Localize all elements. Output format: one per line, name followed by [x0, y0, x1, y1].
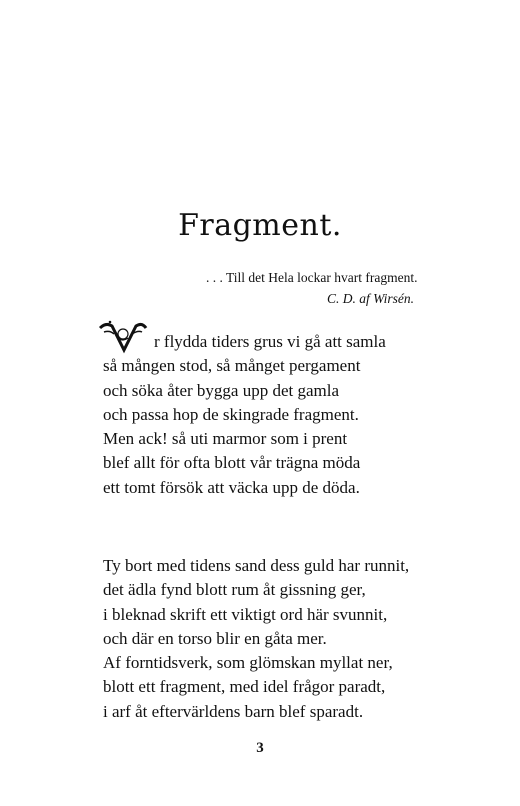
- stanza-1-line-2: så mången stod, så månget pergament: [103, 356, 361, 376]
- stanza-2-line-7: i arf åt eftervärldens barn blef sparadt.: [103, 701, 364, 721]
- stanza-1-line-4: och passa hop de skingrade fragment.: [103, 404, 359, 424]
- stanza-1-line-1: r flydda tiders grus vi gå att samla: [154, 332, 386, 351]
- stanza-1-line-3: och söka åter bygga upp det gamla: [103, 380, 340, 400]
- page-number: 3: [256, 740, 264, 756]
- stanza-1: [103, 330, 386, 500]
- stanza-2-line-2: det ädla fynd blott rum åt gissning ger,: [103, 580, 366, 600]
- poem-title: Fragment.: [178, 208, 342, 243]
- stanza-2-line-5: Af forntidsverk, som glömskan myllat ner,: [103, 653, 393, 673]
- stanza-2-line-1: Ty bort med tidens sand dess guld har runnit,: [103, 556, 410, 575]
- stanza-2-line-4: och där en torso blir en gåta mer.: [103, 628, 327, 648]
- stanza-2: [103, 554, 409, 724]
- epigraph-attribution: C. D. af Wirsén.: [327, 291, 415, 306]
- stanza-1-line-7: ett tomt försök att väcka upp de döda.: [103, 477, 360, 497]
- epigraph-quote: . . . Till det Hela lockar hvart fragment.: [206, 270, 418, 285]
- stanza-1-line-6: blef allt för ofta blott vår trägna möda: [103, 453, 361, 473]
- stanza-1-line-5: Men ack! så uti marmor som i prent: [103, 429, 348, 449]
- stanza-2-line-3: i bleknad skrift ett viktigt ord här svunnit,: [103, 604, 388, 624]
- stanza-2-line-6: blott ett fragment, med idel frågor paradt,: [103, 677, 386, 697]
